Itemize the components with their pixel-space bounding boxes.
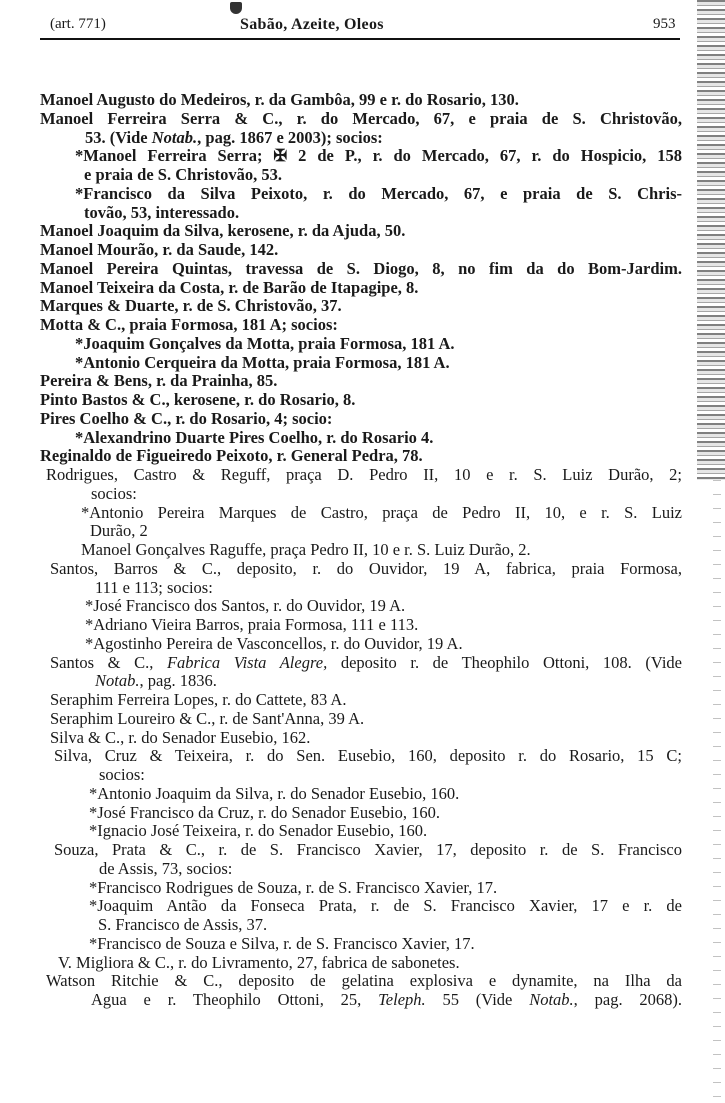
- entry-continuation: [99, 859, 232, 878]
- directory-entry: [40, 240, 278, 259]
- entry-text: *Joaquim Gonçalves da Motta, praia Formosa, 181 A.: [75, 333, 455, 353]
- entry-text: , pag. 2068).: [573, 990, 683, 1009]
- italic-reference: Teleph.: [378, 990, 426, 1009]
- entry-text: *Alexandrino Duarte Pires Coelho, r. do Rosario 4.: [75, 427, 434, 447]
- directory-entry: [40, 259, 682, 278]
- directory-entry: [50, 709, 364, 728]
- entry-continuation: [91, 990, 682, 1009]
- partner-line: [85, 634, 463, 653]
- entry-text: 111 e 113; socios:: [95, 577, 213, 597]
- entry-text: Santos, Barros & C., deposito, r. do Ouvidor, 19 A, fabrica, praia Formosa,: [50, 558, 682, 578]
- entry-text: Durão, 2: [90, 521, 148, 541]
- entry-text: *Antonio Pereira Marques de Castro, praça de Pedro II, 10, e r. S. Luiz: [81, 502, 682, 522]
- directory-entry: [40, 278, 418, 297]
- entry-text: *Antonio Cerqueira da Motta, praia Formosa, 181 A.: [75, 352, 450, 372]
- entry-text: Agua e r. Theophilo Ottoni, 25,: [91, 990, 379, 1009]
- partner-line: [89, 934, 475, 953]
- entry-text: *Manoel Ferreira Serra; ✠ 2 de P., r. do Mercado, 67, r. do Hospicio, 158: [75, 146, 682, 166]
- italic-reference: Fabrica Vista Alegre,: [166, 652, 328, 672]
- entry-continuation: [85, 128, 383, 147]
- entry-text: 55 (Vide: [425, 990, 530, 1009]
- page-number: 953: [653, 16, 676, 32]
- directory-entry: [40, 409, 332, 428]
- directory-entry: [58, 953, 460, 972]
- entry-text: Marques & Duarte, r. de S. Christovão, 37.: [40, 296, 342, 316]
- entry-text: Manoel Augusto do Medeiros, r. da Gambôa, 99 e r. do Rosario, 130.: [40, 90, 519, 109]
- entry-text: Watson Ritchie & C., deposito de gelatina explosiva e dynamite, na Ilha da: [46, 971, 682, 991]
- partner-line: [90, 521, 148, 540]
- directory-entry: [50, 728, 310, 747]
- partner-line: [75, 184, 682, 203]
- partner-line: [75, 428, 433, 447]
- partner-line: [89, 784, 459, 803]
- directory-entry: [54, 746, 682, 765]
- entry-text: , pag. 1867 e 2003); socios:: [197, 127, 383, 147]
- directory-entry: [54, 840, 682, 859]
- directory-entry: [50, 559, 682, 578]
- entry-text: *Ignacio José Teixeira, r. do Senador Eusebio, 160.: [89, 821, 428, 841]
- entry-text: Manoel Mourão, r. da Saude, 142.: [40, 240, 279, 259]
- partner-line: [81, 540, 531, 559]
- entry-text: 53. (Vide: [85, 127, 152, 147]
- header-rule: [40, 38, 680, 40]
- entry-text: Seraphim Ferreira Lopes, r. do Cattete, 83 A.: [50, 690, 347, 709]
- directory-entry: [40, 390, 355, 409]
- entry-text: Motta & C., praia Formosa, 181 A; socios:: [40, 315, 338, 334]
- entry-text: Manoel Teixeira da Costa, r. de Barão de Itapagipe, 8.: [40, 277, 419, 297]
- entry-text: Santos & C.,: [50, 652, 167, 672]
- entry-text: Reginaldo de Figueiredo Peixoto, r. General Pedra, 78.: [40, 446, 423, 466]
- partner-line: [89, 878, 497, 897]
- entry-continuation: [95, 578, 213, 597]
- directory-entry: [50, 653, 682, 672]
- entry-text: *José Francisco dos Santos, r. do Ouvidor, 19 A.: [85, 596, 406, 616]
- entry-text: tovão, 53, interessado.: [84, 202, 240, 222]
- entry-text: Rodrigues, Castro & Reguff, praça D. Pedro II, 10 e r. S. Luiz Durão, 2;: [46, 465, 682, 484]
- scan-edge-shadow: [697, 0, 725, 480]
- partner-line: [85, 615, 418, 634]
- entry-text: Souza, Prata & C., r. de S. Francisco Xavier, 17, deposito r. de S. Francisco: [54, 840, 682, 859]
- entry-text: Silva & C., r. do Senador Eusebio, 162.: [50, 727, 311, 747]
- entry-text: *Agostinho Pereira de Vasconcellos, r. do Ouvidor, 19 A.: [85, 633, 463, 653]
- entry-text: socios:: [91, 483, 137, 503]
- entry-text: *Francisco Rodrigues de Souza, r. de S. Francisco Xavier, 17.: [89, 877, 498, 897]
- entry-continuation: [99, 765, 145, 784]
- partner-line: [85, 596, 405, 615]
- entry-text: V. Migliora & C., r. do Livramento, 27, fabrica de sabonetes.: [58, 952, 460, 972]
- partner-line: [89, 821, 427, 840]
- entry-text: Silva, Cruz & Teixeira, r. do Sen. Eusebio, 160, deposito r. do Rosario, 15 C;: [54, 746, 682, 766]
- entry-text: Manoel Gonçalves Raguffe, praça Pedro II, 10 e r. S. Luiz Durão, 2.: [81, 540, 531, 559]
- entry-text: de Assis, 73, socios:: [99, 858, 233, 878]
- directory-entry: [40, 296, 342, 315]
- partner-line: [84, 165, 282, 184]
- entry-text: *Adriano Vieira Barros, praia Formosa, 111 e 113.: [85, 615, 419, 634]
- entry-text: deposito r. de Theophilo Ottoni, 108. (Vide: [327, 652, 682, 672]
- directory-entry: [46, 971, 682, 990]
- italic-reference: Notab.: [95, 671, 140, 691]
- article-reference: (art. 771): [50, 16, 106, 32]
- directory-entry: [40, 109, 682, 128]
- directory-entry: [46, 465, 682, 484]
- entry-text: S. Francisco de Assis, 37.: [98, 915, 268, 934]
- partner-line: [75, 146, 682, 165]
- partner-line: [89, 896, 682, 915]
- printer-ornament: [230, 2, 242, 14]
- directory-entry: [40, 221, 405, 240]
- entry-text: e praia de S. Christovão, 53.: [84, 165, 282, 184]
- entry-text: *Francisco de Souza e Silva, r. de S. Francisco Xavier, 17.: [89, 933, 475, 953]
- partner-line: [75, 353, 450, 372]
- directory-entry: [40, 90, 519, 109]
- entry-text: *Joaquim Antão da Fonseca Prata, r. de S. Francisco Xavier, 17 e r. de: [89, 896, 682, 916]
- entry-text: Pereira & Bens, r. da Prainha, 85.: [40, 371, 278, 391]
- directory-entry: [40, 315, 338, 334]
- entry-text: *Francisco da Silva Peixoto, r. do Mercado, 67, e praia de S. Chris-: [75, 183, 682, 203]
- partner-line: [75, 334, 455, 353]
- entry-text: Pinto Bastos & C., kerosene, r. do Rosario, 8.: [40, 390, 356, 409]
- scan-edge-speckle: [713, 480, 721, 1100]
- directory-entry: [40, 446, 423, 465]
- partner-line: [84, 203, 239, 222]
- entry-text: *Antonio Joaquim da Silva, r. do Senador Eusebio, 160.: [89, 783, 460, 803]
- entry-continuation: [91, 484, 137, 503]
- italic-reference: Notab.: [529, 990, 574, 1009]
- entry-text: , pag. 1836.: [139, 671, 217, 691]
- italic-reference: Notab.: [151, 127, 198, 147]
- entry-text: socios:: [99, 765, 145, 784]
- entry-text: Seraphim Loureiro & C., r. de Sant'Anna, 39 A.: [50, 708, 365, 728]
- directory-entry: [50, 690, 346, 709]
- entry-text: Pires Coelho & C., r. do Rosario, 4; socio:: [40, 408, 333, 428]
- entry-text: Manoel Ferreira Serra & C., r. do Mercado, 67, e praia de S. Christovão,: [40, 108, 682, 128]
- running-title: Sabão, Azeite, Oleos: [240, 16, 384, 33]
- entry-text: Manoel Joaquim da Silva, kerosene, r. da Ajuda, 50.: [40, 221, 406, 241]
- entry-continuation: [95, 671, 217, 690]
- entry-text: *José Francisco da Cruz, r. do Senador Eusebio, 160.: [89, 802, 441, 822]
- partner-line: [81, 503, 682, 522]
- directory-entry: [40, 371, 277, 390]
- partner-line: [89, 803, 440, 822]
- entry-text: Manoel Pereira Quintas, travessa de S. Diogo, 8, no fim da do Bom-Jardim.: [40, 258, 682, 278]
- partner-line: [98, 915, 267, 934]
